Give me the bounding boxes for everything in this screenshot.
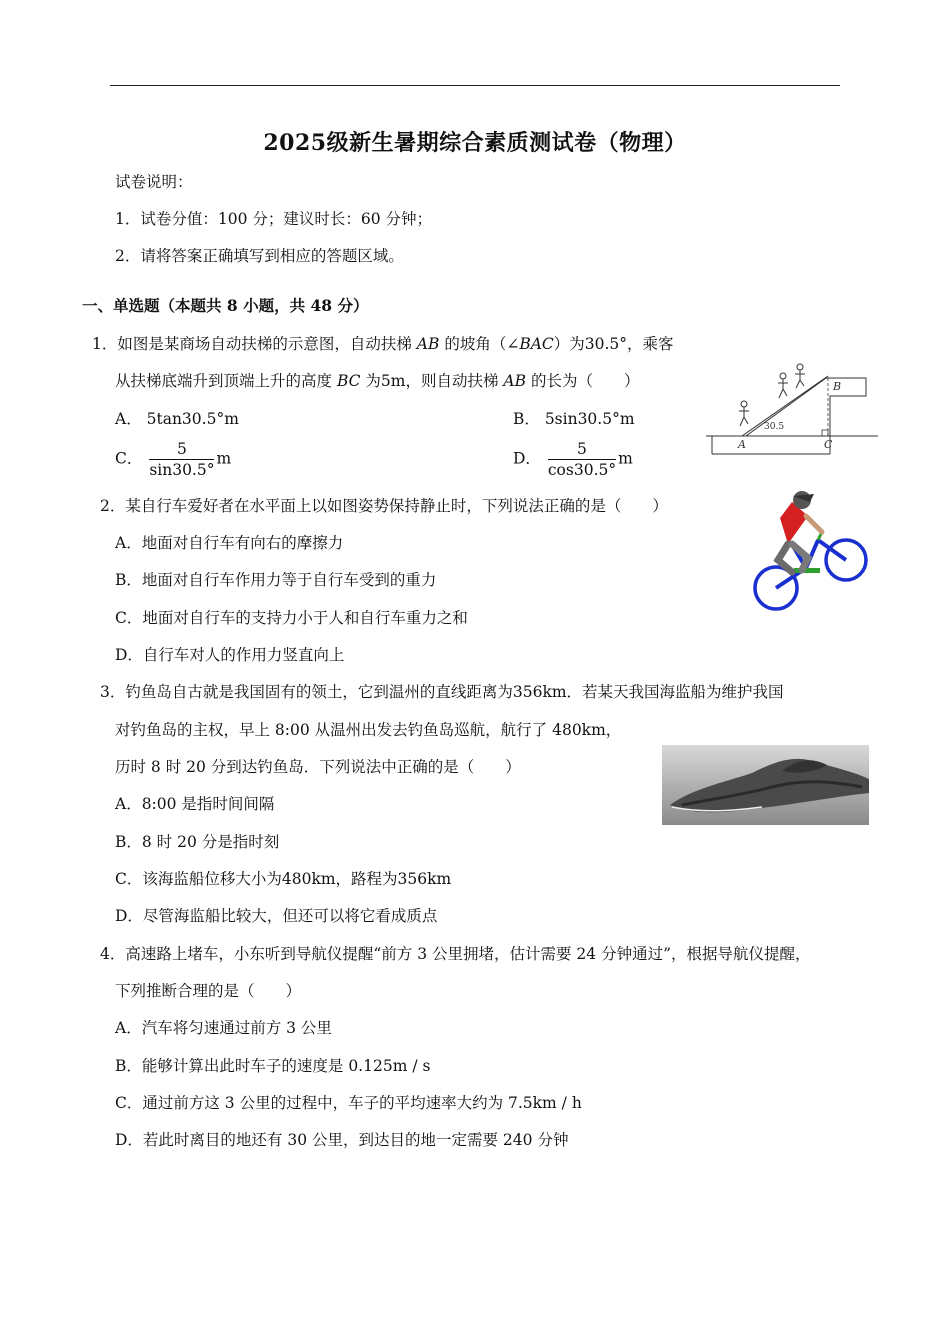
instructions-heading: 试卷说明：	[115, 173, 193, 191]
q1-stem-line1: 1．如图是某商场自动扶梯的示意图，自动扶梯 AB 的坡角（∠BAC）为30.5°，乘客	[92, 335, 674, 353]
q3-option-c[interactable]: C．该海监船位移大小为480km，路程为356km	[115, 870, 452, 888]
q2-option-a[interactable]: A．地面对自行车有向右的摩擦力	[115, 534, 344, 552]
q3-option-b[interactable]: B．8 时 20 分是指时刻	[115, 833, 280, 851]
q2-option-b[interactable]: B．地面对自行车作用力等于自行车受到的重力	[115, 571, 437, 589]
q1-stem-line2: 从扶梯底端升到顶端上升的高度 BC 为5m，则自动扶梯 AB 的长为（ ）	[115, 372, 640, 390]
q4-option-a[interactable]: A．汽车将匀速通过前方 3 公里	[115, 1019, 332, 1037]
q2-option-c[interactable]: C．地面对自行车的支持力小于人和自行车重力之和	[115, 609, 468, 627]
point-a-label: A	[738, 438, 746, 451]
angle-label: 30.5	[764, 422, 785, 432]
bicycle-rider-image	[748, 488, 873, 613]
q3-option-a[interactable]: A．8:00 是指时间间隔	[115, 795, 275, 813]
q3-option-d[interactable]: D．尽管海监船比较大，但还可以将它看成质点	[115, 907, 438, 925]
header-rule	[110, 85, 840, 86]
q3-stem-line2: 对钓鱼岛的主权，早上 8:00 从温州出发去钓鱼岛巡航，航行了 480km，	[115, 721, 622, 739]
point-c-label: C	[824, 438, 833, 451]
page-title: 2025级新生暑期综合素质测试卷（物理）	[263, 130, 687, 156]
escalator-diagram	[706, 362, 881, 457]
instruction-item: 1．试卷分值：100 分；建议时长：60 分钟；	[115, 210, 433, 228]
instruction-item: 2．请将答案正确填写到相应的答题区域。	[115, 247, 404, 265]
q3-stem-line3: 历时 8 时 20 分到达钓鱼岛．下列说法中正确的是（ ）	[115, 758, 521, 776]
q4-stem-line1: 4．高速路上堵车，小东听到导航仪提醒“前方 3 公里拥堵，估计需要 24 分钟通过”，根据导航仪提醒，	[100, 945, 811, 963]
point-b-label: B	[833, 380, 842, 393]
q1-option-d[interactable]: D． $\frac{5}{\cos 30.5^\circ}$ m	[513, 440, 633, 479]
q1-option-c[interactable]: C． $\frac{5}{\sin 30.5^\circ}$ m	[115, 440, 232, 479]
q4-option-b[interactable]: B．能够计算出此时车子的速度是 0.125m / s	[115, 1057, 431, 1075]
q4-option-d[interactable]: D．若此时离目的地还有 30 公里，到达目的地一定需要 240 分钟	[115, 1131, 569, 1149]
q1-option-b[interactable]: B． 5sin30.5°m	[513, 410, 635, 428]
q4-option-c[interactable]: C．通过前方这 3 公里的过程中，车子的平均速率大约为 7.5km / h	[115, 1094, 582, 1112]
q4-stem-line2: 下列推断合理的是（ ）	[115, 982, 302, 1000]
section-heading: 一、单选题（本题共 8 小题，共 48 分）	[82, 296, 369, 315]
island-photo	[662, 745, 869, 825]
q2-stem: 2．某自行车爱好者在水平面上以如图姿势保持静止时，下列说法正确的是（ ）	[100, 497, 668, 515]
q2-option-d[interactable]: D．自行车对人的作用力竖直向上	[115, 646, 345, 664]
q1-option-a[interactable]: A． 5tan30.5°m	[115, 410, 239, 428]
q3-stem-line1: 3．钓鱼岛自古就是我国固有的领土，它到温州的直线距离为356km．若某天我国海监船为维护我国	[100, 683, 784, 701]
